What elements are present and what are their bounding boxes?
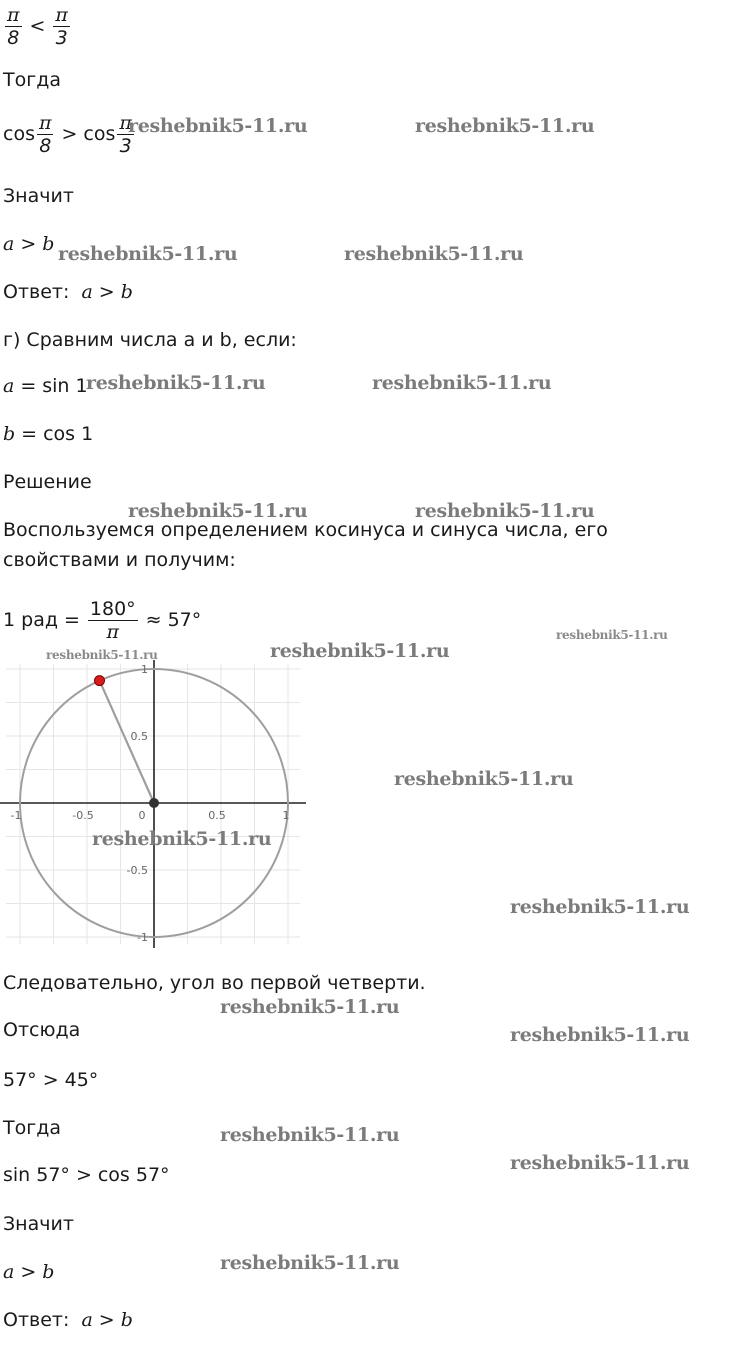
origin-point [149, 798, 159, 808]
inequality-cos: cos $\frac{\pi}{8}$ > cos $\frac{\pi}{3}$ [3, 112, 132, 157]
watermark: reshebnik5-11.ru [556, 628, 668, 642]
watermark: reshebnik5-11.ru [92, 828, 272, 850]
result-a-gt-b-2: a > b [3, 1261, 55, 1283]
watermark: reshebnik5-11.ru [372, 372, 552, 394]
text-solution: Решение [3, 471, 92, 493]
fraction-180-over-pi: $\frac{180^\circ}{\pi}$ [89, 598, 136, 643]
def-b: b = cos 1 [3, 423, 94, 445]
watermark: reshebnik5-11.ru [510, 1152, 690, 1174]
def-a: a = sin 1 [3, 375, 88, 397]
x-tick-label: 1 [282, 809, 290, 822]
watermark: reshebnik5-11.ru [344, 243, 524, 265]
watermark: reshebnik5-11.ru [270, 640, 450, 662]
y-tick-label: 1 [141, 663, 148, 676]
fraction-pi-over-3: $\frac{\pi}{3}$ [55, 4, 68, 49]
watermark: reshebnik5-11.ru [510, 896, 690, 918]
watermark: reshebnik5-11.ru [46, 648, 158, 662]
watermark: reshebnik5-11.ru [510, 1024, 690, 1046]
y-tick-label: 0.5 [130, 730, 148, 743]
fraction-pi-over-8: $\frac{\pi}{8}$ [7, 4, 20, 49]
x-tick-label: -1 [10, 809, 22, 822]
watermark: reshebnik5-11.ru [220, 1124, 400, 1146]
inequality-pi8-pi3: $\frac{\pi}{8}$ < $\frac{\pi}{3}$ [7, 4, 68, 49]
text-znachit-1: Значит [3, 185, 74, 207]
watermark: reshebnik5-11.ru [220, 996, 400, 1018]
y-tick-label: -0.5 [126, 864, 148, 877]
x-tick-label: -0.5 [72, 809, 94, 822]
x-tick-label: 0 [138, 809, 146, 822]
result-a-gt-b-1: a > b [3, 233, 55, 255]
text-conclusion: Следовательно, угол во первой четверти. [3, 972, 426, 994]
text-znachit-2: Значит [3, 1213, 74, 1235]
text-tonda-2: Тогда [3, 1117, 61, 1139]
answer-2: Ответ: a > b [3, 1309, 133, 1331]
watermark: reshebnik5-11.ru [128, 115, 308, 137]
text-explanation: Воспользуемся определением косинуса и синуса числа, его свойствами и получим: [3, 519, 608, 571]
watermark: reshebnik5-11.ru [394, 768, 574, 790]
watermark: reshebnik5-11.ru [220, 1252, 400, 1274]
trig-comparison: sin 57° > cos 57° [3, 1164, 170, 1186]
watermark: reshebnik5-11.ru [415, 500, 595, 522]
angle-point [94, 676, 104, 686]
x-tick-label: 0.5 [208, 809, 226, 822]
watermark: reshebnik5-11.ru [58, 243, 238, 265]
y-tick-label: -1 [137, 931, 148, 944]
fraction-pi-over-8-b: $\frac{\pi}{8}$ [38, 112, 52, 157]
watermark: reshebnik5-11.ru [415, 115, 595, 137]
answer-1: Ответ: a > b [3, 281, 133, 303]
rad-formula: 1 рад = $\frac{180^\circ}{\pi}$ ≈ 57° [3, 598, 202, 643]
text-tonda-1: Тогда [3, 69, 61, 91]
fraction-pi-over-3-b: $\frac{\pi}{3}$ [119, 112, 132, 157]
watermark: reshebnik5-11.ru [86, 372, 266, 394]
unit-circle-graph [0, 660, 310, 950]
degree-comparison: 57° > 45° [3, 1069, 99, 1091]
watermark: reshebnik5-11.ru [128, 500, 308, 522]
task-heading-g: г) Сравним числа a и b, если: [3, 329, 297, 351]
text-otsyuda: Отсюда [3, 1019, 81, 1041]
